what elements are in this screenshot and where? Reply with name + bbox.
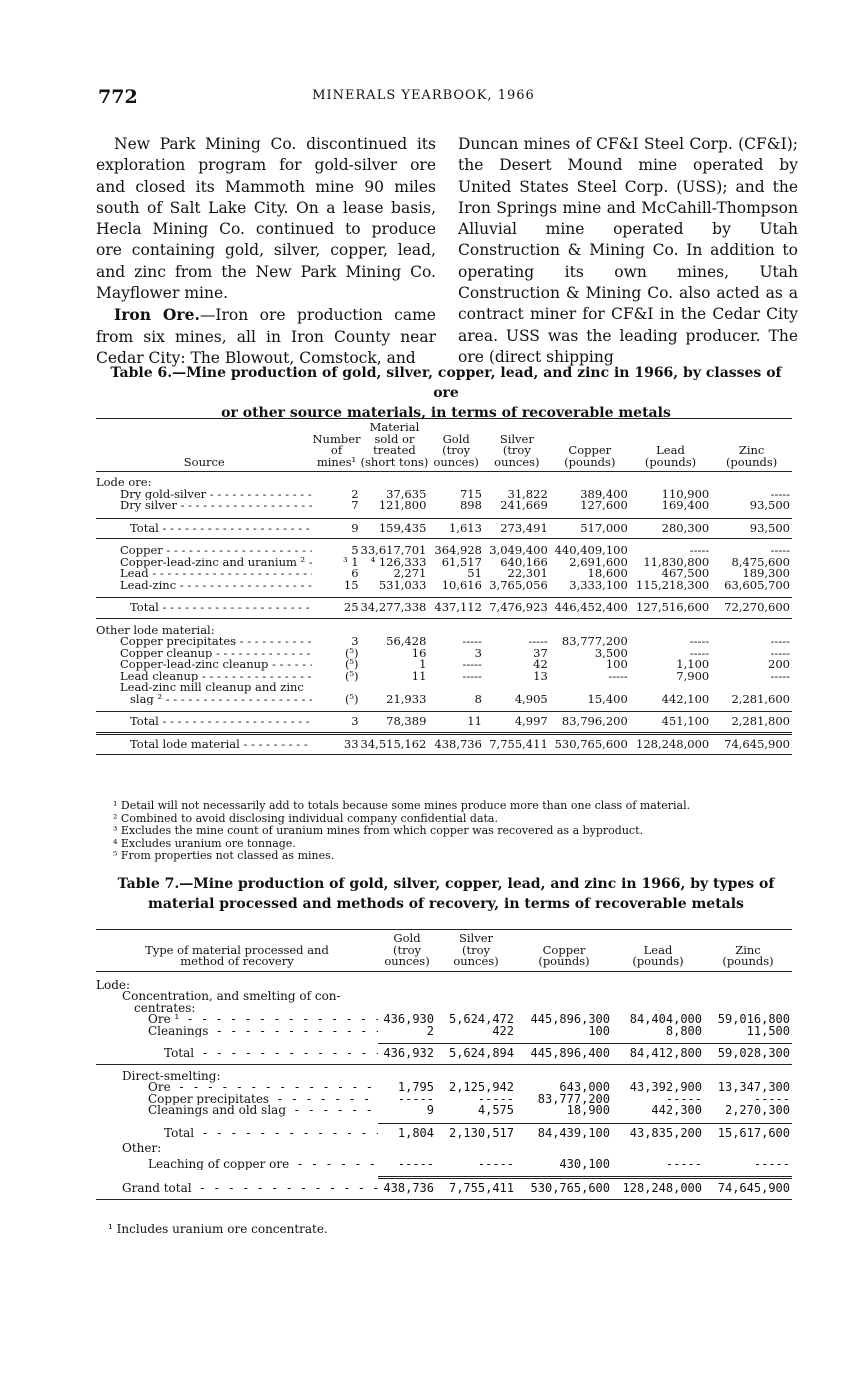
running-head: MINERALS YEARBOOK, 1966: [312, 88, 535, 103]
table6-top-rule: [96, 418, 792, 419]
group-label: Concentration, and smelting of con-: [122, 989, 341, 1003]
table-row: Lead cleanup - - - (⁵) 11 ----- 13 ----- 7,900 -----: [96, 671, 792, 683]
group-label: Lode:: [96, 977, 131, 992]
table-row: Copper - - - 5 33,617,701 364,928 3,049,400 440,409,100 ----- -----: [96, 545, 792, 557]
page-number: 772: [98, 86, 138, 108]
footnote: ⁵ From properties not classed as mines.: [113, 849, 335, 862]
group-label: Direct-smelting:: [122, 1068, 221, 1083]
table-row: Lead-zinc mill cleanup and zinc: [120, 680, 304, 694]
table7-caption: [96, 874, 796, 914]
col-copper: Copper (pounds): [516, 933, 612, 971]
table6-footnotes: [113, 800, 690, 863]
table-row: Ore - - - 1,795 2,125,942 643,000 43,392,900 13,347,300: [96, 1082, 792, 1094]
table-row: Dry silver - - - 7 121,800 898 241,669 127,600 169,400 93,500: [96, 500, 792, 512]
table6: [96, 422, 792, 757]
col-copper: Copper (pounds): [550, 422, 630, 472]
group-label: Other lode material:: [96, 622, 215, 637]
total-row: Total - - - 9 159,435 1,613 273,491 517,000 280,300 93,500: [96, 518, 792, 539]
group-label: centrates:: [134, 1000, 196, 1015]
table-row: Cleanings - - - 2 422 100 8,800 11,500: [96, 1026, 792, 1038]
total-row: Total - - - 1,804 2,130,517 84,439,100 43,835,200 15,617,600: [96, 1123, 792, 1143]
table-row: Ore ¹ - - - 436,930 5,624,472 445,896,300 84,404,000 59,016,800: [96, 1014, 792, 1026]
caption-line: or other source materials, in terms of recoverable metals: [221, 405, 671, 421]
caption-line: material processed and methods of recovery, in terms of recoverable metals: [148, 896, 744, 912]
grand-total-row: Grand total - - - 438,736 7,755,411 530,765,600 128,248,000 74,645,900: [96, 1178, 792, 1200]
table-row: Copper-lead-zinc cleanup - - - (⁵) 1 ----- 42 100 1,100 200: [96, 659, 792, 671]
paragraph: New Park Mining Co. discontinued its exploration program for gold-silver ore and closed its Mammoth mine 90 miles south of Salt Lake City. On a lease basis, Hecla Mining Co. continued to produce ore containing gold, silver, copper, lead, and zinc from the New Park Mining Co. Mayflower mine.: [96, 135, 436, 303]
col-source: Source: [96, 422, 312, 472]
col-type: Type of material processed and method of recovery: [96, 933, 378, 971]
paragraph: Duncan mines of CF&I Steel Corp. (CF&I); the Desert Mound mine operated by United States Steel Corp. (USS); and the Iron Springs mine and McCahill-Thompson Alluvial mine operated by Utah Construction & Mining Co. In addition to operating its own mines, Utah Construction & Mining Co. also acted as a contract miner for CF&I in the Cedar City area. USS was the leading producer. The ore (direct shipping: [458, 135, 798, 366]
table-row: Lead - - - 6 2,271 51 22,301 18,600 467,500 189,300: [96, 568, 792, 580]
table-row: Copper precipitates - - - 3 56,428 ----- ----- 83,777,200 ----- -----: [96, 636, 792, 648]
footnote: ¹ Detail will not necessarily add to totals because some mines produce more than one class of material.: [113, 799, 691, 812]
table-row: Dry gold-silver - - - 2 37,635 715 31,822 389,400 110,900 -----: [96, 489, 792, 501]
col-gold: Gold (troy ounces): [428, 422, 484, 472]
col-lead: Lead (pounds): [612, 933, 704, 971]
total-row: Total - - - 25 34,277,338 437,112 7,476,923 446,452,400 127,516,600 72,270,600: [96, 598, 792, 619]
table-row: slag ² - - - (⁵) 21,933 8 4,905 15,400 442,100 2,281,600: [96, 694, 792, 706]
col-mines: Number of mines¹: [312, 422, 360, 472]
col-gold: Gold (troy ounces): [378, 933, 436, 971]
col-zinc: Zinc (pounds): [711, 422, 792, 472]
caption-line: Table 6.—Mine production of gold, silver, copper, lead, and zinc in 1966, by classes of ore: [110, 365, 782, 401]
table7-footnote: ¹ Includes uranium ore concentrate.: [108, 1222, 328, 1236]
group-label: Other:: [122, 1141, 162, 1155]
paragraph: [96, 304, 436, 369]
col-material: Material sold or treated (short tons): [361, 422, 429, 472]
table6-caption: [96, 363, 796, 423]
col-silver: Silver (troy ounces): [484, 422, 550, 472]
table7-top-rule: [96, 929, 792, 930]
col-zinc: Zinc (pounds): [704, 933, 792, 971]
right-column: [458, 134, 798, 368]
table-row: Leaching of copper ore - - - ----- ----- 430,100 ----- -----: [96, 1155, 792, 1171]
grand-total-row: Total lode material - - - 33 34,515,162 438,736 7,755,411 530,765,600 128,248,000 74,645,900: [96, 733, 792, 755]
group-label: Lode ore:: [96, 475, 152, 489]
table7: [96, 933, 792, 1202]
col-silver: Silver (troy ounces): [436, 933, 516, 971]
table-row: Copper-lead-zinc and uranium ² - - - ³ 1 ⁴ 126,333 61,517 640,166 2,691,600 11,830,800 8,475,600: [96, 557, 792, 569]
footnote: ² Combined to avoid disclosing individual company confidential data.: [113, 811, 498, 825]
table-row: Lead-zinc - - - 15 531,033 10,616 3,765,056 3,333,100 115,218,300 63,605,700: [96, 580, 792, 592]
col-lead: Lead (pounds): [630, 422, 711, 472]
caption-line: Table 7.—Mine production of gold, silver, copper, lead, and zinc in 1966, by types of: [117, 876, 775, 892]
left-column: [96, 134, 436, 369]
section-heading: Iron Ore.: [114, 305, 200, 325]
total-row: Total - - - 3 78,389 11 4,997 83,796,200 451,100 2,281,800: [96, 712, 792, 734]
footnote: ⁴ Excludes uranium ore tonnage.: [113, 836, 296, 850]
table-row: Cleanings and old slag - - - 9 4,575 18,900 442,300 2,270,300: [96, 1105, 792, 1117]
table-row: Copper cleanup - - - (⁵) 16 3 37 3,500 ----- -----: [96, 648, 792, 660]
footnote: ³ Excludes the mine count of uranium mines from which copper was recovered as a byproduct.: [113, 824, 644, 837]
table-row: Copper precipitates - - - ----- ----- 83,777,200 ----- -----: [96, 1094, 792, 1106]
total-row: Total - - - 436,932 5,624,894 445,896,400 84,412,800 59,028,300: [96, 1044, 792, 1065]
paragraph-body: —Iron ore production came from six mines, all in Iron County near Cedar City: The Blowout, Comstock, and: [96, 306, 436, 367]
